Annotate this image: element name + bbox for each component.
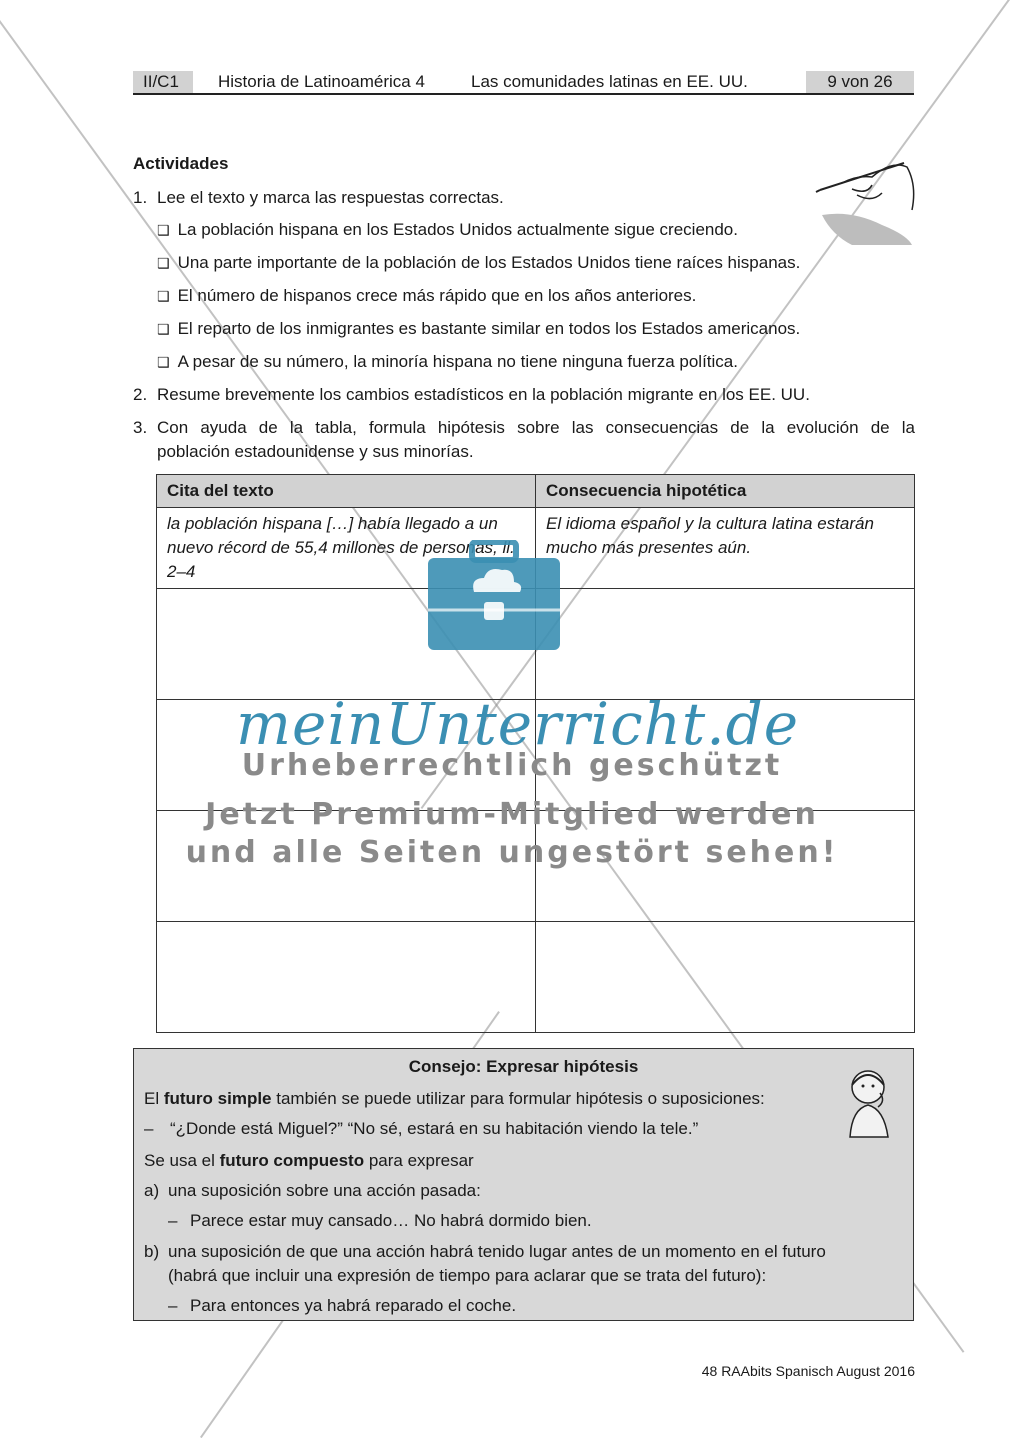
dash: – bbox=[168, 1211, 178, 1230]
watermark-line-1: Urheberrechtlich geschützt bbox=[241, 748, 783, 783]
watermark-lines-2-3 bbox=[0, 796, 1024, 872]
tip-b-label: b) bbox=[144, 1242, 160, 1261]
table-row bbox=[157, 922, 915, 1033]
option-text: El reparto de los inmigrantes es bastante similar en todos los Estados americanos. bbox=[177, 319, 801, 338]
briefcase-cloud-icon bbox=[426, 540, 562, 652]
dash: – bbox=[168, 1296, 178, 1315]
watermark-line-3: und alle Seiten ungestört sehen! bbox=[185, 835, 839, 870]
table-cell-consequence[interactable] bbox=[536, 922, 915, 1033]
checkbox-icon[interactable]: ❑ bbox=[157, 288, 170, 304]
tip-box bbox=[133, 1048, 914, 1321]
checkbox-icon[interactable]: ❑ bbox=[157, 222, 170, 238]
table-header-row bbox=[157, 475, 915, 508]
header-series: Historia de Latinoamérica 4 bbox=[218, 72, 425, 91]
table-cell-quote: la población hispana […] había llegado a un nuevo récord de 55,4 millones de personas, ll. 2–4 bbox=[157, 508, 536, 589]
task-2 bbox=[133, 383, 810, 407]
option-1[interactable] bbox=[157, 218, 738, 242]
tip-title: Consejo: Expresar hipótesis bbox=[408, 1057, 639, 1076]
option-2[interactable] bbox=[157, 251, 800, 275]
tip-p1-post: también se puede utilizar para formular hipótesis o suposiciones: bbox=[271, 1089, 765, 1108]
task-3-number: 3. bbox=[133, 418, 148, 437]
tip-b-text-1: una suposición de que una acción habrá tenido lugar antes de un momento en el futuro bbox=[168, 1242, 826, 1261]
tip-paragraph-1 bbox=[144, 1087, 765, 1111]
tip-item-b bbox=[144, 1240, 826, 1264]
column-header-quote: Cita del texto bbox=[157, 475, 536, 508]
task-3-line-2: población estadounidense y sus minorías. bbox=[157, 442, 474, 461]
tip-paragraph-2 bbox=[144, 1149, 474, 1173]
task-2-number: 2. bbox=[133, 385, 148, 404]
column-header-consequence: Consecuencia hipotética bbox=[536, 475, 915, 508]
task-3 bbox=[133, 416, 915, 464]
checkbox-icon[interactable]: ❑ bbox=[157, 321, 170, 337]
activities-heading: Actividades bbox=[133, 154, 229, 173]
tip-item-a bbox=[144, 1179, 481, 1203]
option-5[interactable] bbox=[157, 350, 738, 374]
tip-p2-bold: futuro compuesto bbox=[219, 1151, 365, 1170]
tip-p1-pre: El bbox=[144, 1089, 164, 1108]
footer: 48 RAAbits Spanisch August 2016 bbox=[701, 1363, 915, 1379]
dash: – bbox=[144, 1119, 154, 1138]
option-text: Una parte importante de la población de los Estados Unidos tiene raíces hispanas. bbox=[177, 253, 801, 272]
tip-example-a bbox=[168, 1209, 592, 1233]
tip-a-example: Parece estar muy cansado… No habrá dormido bien. bbox=[190, 1211, 592, 1230]
header-rule bbox=[133, 93, 914, 95]
watermark-brand: meinUnterricht.de bbox=[236, 690, 800, 758]
header-page-number: 9 von 26 bbox=[806, 71, 914, 93]
tip-example-1-text: “¿Donde está Miguel?” “No sé, estará en su habitación viendo la tele.” bbox=[170, 1119, 699, 1138]
tip-a-label: a) bbox=[144, 1181, 160, 1200]
tip-item-b-cont: (habrá que incluir una expresión de tiempo para aclarar que se trata del futuro): bbox=[168, 1266, 767, 1285]
option-4[interactable] bbox=[157, 317, 800, 341]
task-2-text: Resume brevemente los cambios estadísticos en la población migrante en los EE. UU. bbox=[157, 385, 810, 404]
header-title: Las comunidades latinas en EE. UU. bbox=[471, 72, 748, 91]
tip-p1-bold: futuro simple bbox=[163, 1089, 272, 1108]
checkbox-icon[interactable]: ❑ bbox=[157, 354, 170, 370]
header-code: II/C1 bbox=[133, 71, 193, 93]
writing-hand-icon bbox=[812, 155, 922, 245]
tip-b-example: Para entonces ya habrá reparado el coche. bbox=[190, 1296, 517, 1315]
table-cell-consequence[interactable] bbox=[536, 589, 915, 700]
task-1-text: Lee el texto y marca las respuestas correctas. bbox=[157, 188, 504, 207]
tip-example-1 bbox=[144, 1117, 698, 1141]
table-cell-quote[interactable] bbox=[157, 922, 536, 1033]
tip-p2-pre: Se usa el bbox=[144, 1151, 220, 1170]
tip-p2-post: para expresar bbox=[364, 1151, 474, 1170]
task-1-number: 1. bbox=[133, 188, 148, 207]
option-text: A pesar de su número, la minoría hispana no tiene ninguna fuerza política. bbox=[177, 352, 738, 371]
checkbox-icon[interactable]: ❑ bbox=[157, 255, 170, 271]
tip-example-b bbox=[168, 1294, 516, 1318]
tip-a-text: una suposición sobre una acción pasada: bbox=[168, 1181, 481, 1200]
task-1 bbox=[133, 186, 504, 210]
thinking-girl-icon bbox=[838, 1063, 904, 1139]
option-text: El número de hispanos crece más rápido que en los años anteriores. bbox=[177, 286, 697, 305]
task-3-line-1: Con ayuda de la tabla, formula hipótesis sobre las consecuencias de la evolución de la bbox=[157, 418, 915, 437]
watermark-line-2: Jetzt Premium-Mitglied werden bbox=[205, 797, 819, 832]
table-cell-consequence: El idioma español y la cultura latina estarán mucho más presentes aún. bbox=[536, 508, 915, 589]
option-text: La población hispana en los Estados Unidos actualmente sigue creciendo. bbox=[177, 220, 738, 239]
option-3[interactable] bbox=[157, 284, 696, 308]
